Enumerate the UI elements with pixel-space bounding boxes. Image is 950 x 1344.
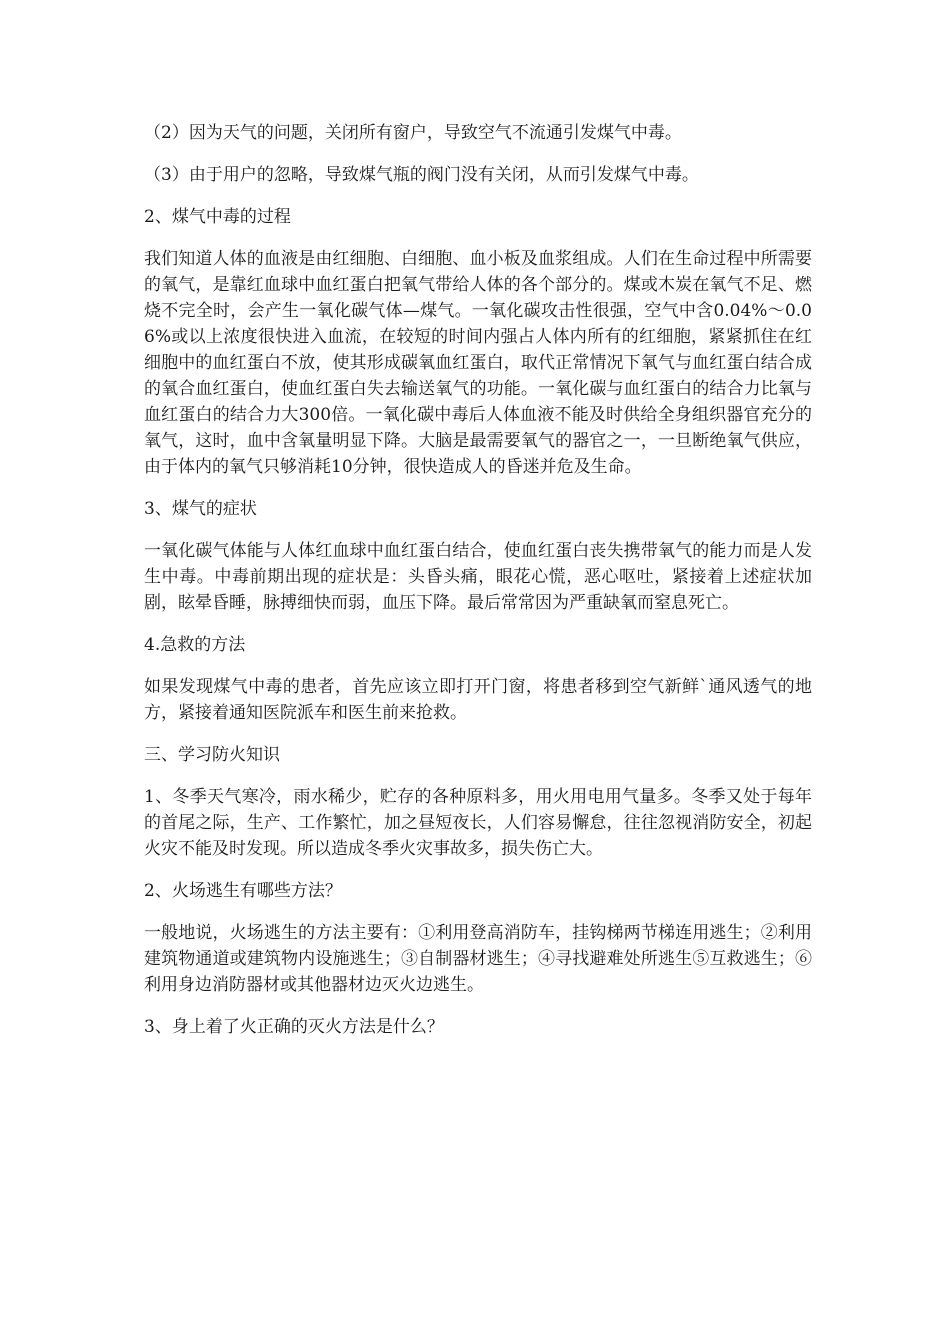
paragraph-cause-2: （2）因为天气的问题，关闭所有窗户，导致空气不流通引发煤气中毒。	[144, 123, 682, 143]
heading-extinguish-on-body: 3、身上着了火正确的灭火方法是什么？	[144, 1017, 444, 1037]
paragraph-cause-3: （3）由于用户的忽略，导致煤气瓶的阀门没有关闭，从而引发煤气中毒。	[144, 165, 699, 185]
heading-first-aid: 4.急救的方法	[144, 635, 246, 655]
heading-symptoms: 3、煤气的症状	[144, 499, 257, 519]
heading-fire-safety: 三、学习防火知识	[144, 745, 280, 765]
paragraph-escape-methods: 一般地说，火场逃生的方法主要有：①利用登高消防车，挂钩梯两节梯连用逃生；②利用建筑物通道或建筑物内设施逃生；③自制器材逃生；④寻找避难处所逃生⑤互救逃生；⑥利用身边消防器材或其他器材边灭火边逃生。	[144, 923, 812, 995]
heading-poisoning-process: 2、煤气中毒的过程	[144, 207, 291, 227]
paragraph-symptoms: 一氧化碳气体能与人体红血球中血红蛋白结合，使血红蛋白丧失携带氧气的能力而是人发生中毒。中毒前期出现的症状是：头昏头痛，眼花心慌，恶心呕吐，紧接着上述症状加剧，眩晕昏睡，脉搏细快而弱，血压下降。最后常常因为严重缺氧而窒息死亡。	[144, 541, 812, 613]
document-page	[144, 120, 812, 1056]
heading-escape-methods: 2、火场逃生有哪些方法？	[144, 881, 342, 901]
paragraph-first-aid: 如果发现煤气中毒的患者，首先应该立即打开门窗，将患者移到空气新鲜`通风透气的地方，紧接着通知医院派车和医生前来抢救。	[144, 677, 812, 723]
paragraph-winter-fire: 1、冬季天气寒冷，雨水稀少，贮存的各种原料多，用火用电用气量多。冬季又处于每年的首尾之际，生产、工作繁忙，加之昼短夜长，人们容易懈怠，往往忽视消防安全，初起火灾不能及时发现。所以造成冬季火灾事故多，损失伤亡大。	[144, 787, 812, 859]
paragraph-poisoning-process: 我们知道人体的血液是由红细胞、白细胞、血小板及血浆组成。人们在生命过程中所需要的氧气，是靠红血球中血红蛋白把氧气带给人体的各个部分的。煤或木炭在氧气不足、燃烧不完全时，会产生一氧化碳气体—煤气。一氧化碳攻击性很强，空气中含0.04%～0.06%或以上浓度很快进入血流，在较短的时间内强占人体内所有的红细胞，紧紧抓住在红细胞中的血红蛋白不放，使其形成碳氧血红蛋白，取代正常情况下氧气与血红蛋白结合成的氧合血红蛋白，使血红蛋白失去输送氧气的功能。一氧化碳与血红蛋白的结合力比氧与血红蛋白的结合力大300倍。一氧化碳中毒后人体血液不能及时供给全身组织器官充分的氧气，这时，血中含氧量明显下降。大脑是最需要氧气的器官之一，一旦断绝氧气供应，由于体内的氧气只够消耗10分钟，很快造成人的昏迷并危及生命。	[144, 249, 812, 477]
